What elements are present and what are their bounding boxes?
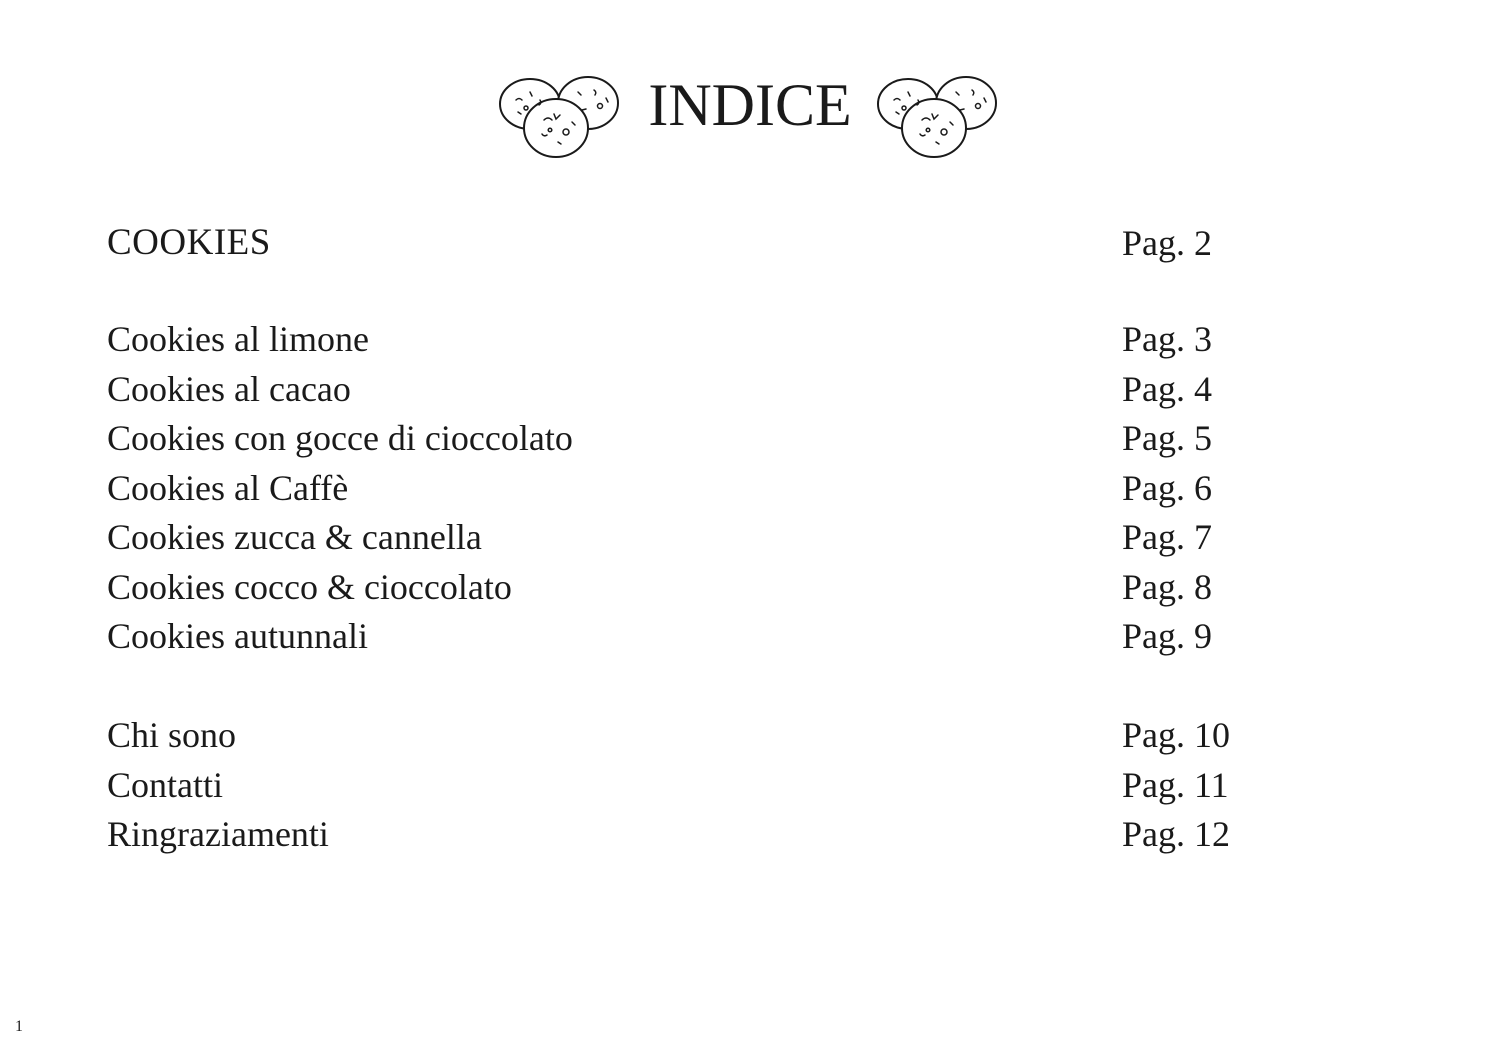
toc-page-number: Pag. 11 [1122, 765, 1229, 805]
toc-page-number: Pag. 6 [1122, 468, 1212, 508]
toc-entry-label: Cookies autunnali [107, 616, 368, 656]
toc-entry-label: Cookies al cacao [107, 369, 351, 409]
toc-page-number: Pag. 12 [1122, 814, 1230, 854]
toc-page-number: Pag. 2 [1122, 223, 1212, 263]
toc-entry[interactable] [0, 811, 1500, 861]
toc-entry-label: Cookies al Caffè [107, 468, 349, 508]
toc-entry[interactable] [0, 366, 1500, 416]
footer-page-number: 1 [15, 1018, 23, 1035]
toc-page-number: Pag. 3 [1122, 319, 1212, 359]
toc-page-number: Pag. 10 [1122, 715, 1230, 755]
toc-page-number: Pag. 8 [1122, 567, 1212, 607]
toc-entry-label: Cookies al limone [107, 319, 369, 359]
toc-entry[interactable] [0, 564, 1500, 614]
toc-entry[interactable] [0, 514, 1500, 564]
header [0, 62, 1500, 172]
toc-entry-label: Cookies zucca & cannella [107, 517, 482, 557]
toc-page-number: Pag. 9 [1122, 616, 1212, 656]
toc-entry[interactable] [0, 762, 1500, 812]
toc-page-number: Pag. 5 [1122, 418, 1212, 458]
toc-entry[interactable] [0, 613, 1500, 663]
page-title: INDICE [648, 72, 852, 138]
toc-section-cookies[interactable] [0, 220, 1500, 270]
cookies-icon [874, 70, 1004, 162]
toc-entry-label: Chi sono [107, 715, 237, 755]
toc-entry-label: Cookies con gocce di cioccolato [107, 418, 573, 458]
toc-page-number: Pag. 4 [1122, 369, 1212, 409]
toc-entry-label: Contatti [107, 765, 223, 805]
toc-section-label: COOKIES [107, 222, 271, 263]
toc-entry[interactable] [0, 316, 1500, 366]
toc-entry[interactable] [0, 465, 1500, 515]
toc-page-number: Pag. 7 [1122, 517, 1212, 557]
toc-entry-label: Cookies cocco & cioccolato [107, 567, 512, 607]
toc-entry[interactable] [0, 712, 1500, 762]
toc-entry[interactable] [0, 415, 1500, 465]
toc-entry-label: Ringraziamenti [107, 814, 329, 854]
